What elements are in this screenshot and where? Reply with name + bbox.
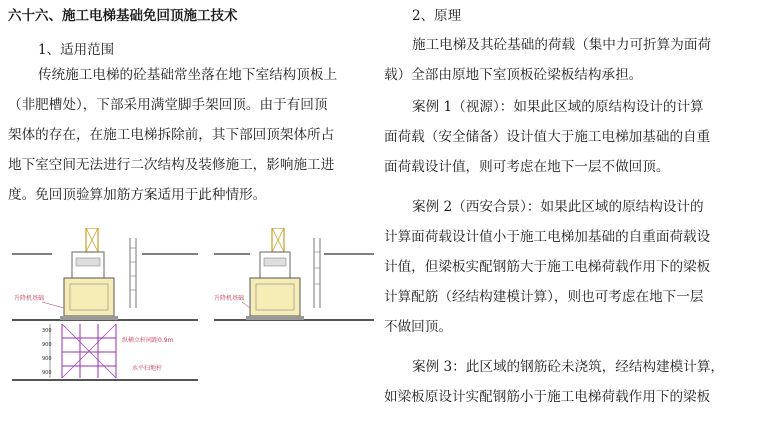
case2-line: 计算面荷载设计值小于施工电梯加基础的自重面荷载设 <box>384 229 711 245</box>
scope-line: 传统施工电梯的砼基础常坐落在地下室结构顶板上 <box>38 67 338 83</box>
case2-line: 不做回顶。 <box>384 319 452 335</box>
scope-line: 架体的存在，在施工电梯拆除前，其下部回顶架体所占 <box>8 127 335 143</box>
case2-paragraph <box>384 192 754 342</box>
case2-line: 计值，但梁板实配钢筋大于施工电梯荷载作用下的梁板 <box>384 259 711 275</box>
scope-paragraph <box>8 60 376 210</box>
case2-line: 案例 2（西安合景）：如果此区域的原结构设计的 <box>412 199 704 215</box>
case2-line: 计算配筋（经结构建模计算），则也可考虑在地下一层 <box>384 289 704 305</box>
case3-paragraph <box>384 352 754 412</box>
case1-line: 面荷载设计值，则可考虑在地下一层不做回顶。 <box>384 159 670 175</box>
principle-paragraph <box>384 30 754 90</box>
case1-line: 案例 1（视源）：如果此区域的原结构设计的计算 <box>412 99 704 115</box>
figure-without-shoring <box>214 228 374 348</box>
dimension-label: 300 <box>42 328 52 334</box>
case3-line: 如梁板原设计实配钢筋小于施工电梯荷载作用下的梁板 <box>384 389 711 405</box>
scope-line: 度。免回顶验算加筋方案适用于此种情形。 <box>8 187 267 203</box>
dimension-label: 900 <box>42 342 52 348</box>
principle-line: 施工电梯及其砼基础的荷载（集中力可折算为面荷 <box>412 37 712 53</box>
figure-with-shoring <box>12 228 198 398</box>
sweep-rod-label: 水平扫地杆 <box>132 365 163 372</box>
figure-with-shoring-drawing <box>12 228 198 398</box>
section-title: 六十六、施工电梯基础免回顶施工技术 <box>8 8 238 24</box>
figure-without-shoring-drawing <box>214 228 374 348</box>
dimension-label: 900 <box>42 356 52 362</box>
case1-line: 面荷载（安全储备）设计值大于施工电梯加基础的自重 <box>384 129 711 145</box>
dimension-label: 900 <box>42 370 52 376</box>
base-label: 升降机基础 <box>14 295 45 302</box>
case1-paragraph <box>384 92 754 182</box>
case3-line: 案例 3：此区域的钢筋砼未浇筑，经结构建模计算， <box>412 359 725 375</box>
base-label: 升降机基础 <box>214 295 245 302</box>
scope-line: 地下室空间无法进行二次结构及装修施工，影响施工进 <box>8 157 335 173</box>
principle-heading: 2、原理 <box>412 8 462 24</box>
principle-line: 载）全部由原地下室顶板砼梁板结构承担。 <box>384 67 643 83</box>
scaffold-spacing-label: 纵横立杆间距0.9m <box>122 337 174 344</box>
scope-heading: 1、适用范围 <box>38 42 115 58</box>
scope-line: （非肥槽处），下部采用满堂脚手架回顶。由于有回顶 <box>8 97 328 113</box>
